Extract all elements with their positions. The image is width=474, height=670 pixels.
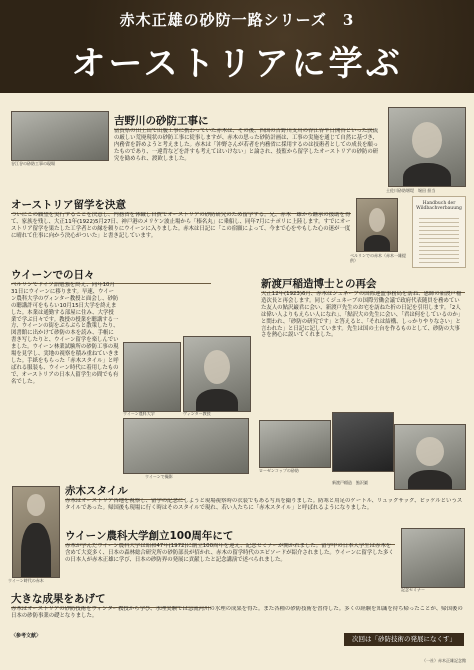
section-text-vienna: ベルリンでドイツ語勉強を終え、同年10月31日にウイーンに移ります。早速、ウイーン農科大学のヴィンター教授と面会し、砂防の聴講許可をもらい10月15日大学を終えました。本業は通勤する部屋に住み、大学授業で学ぶ日々です。教授の授業を聴講する一方、ウイーンの街をぶらぶらと散策したり、図書館に出かけて砂防の本を読み、手帳に書き写したりと、ウイーン留学を楽しんでいました。ウイーン林業試験所の砂防工事の現場を見学し、実地の視察を積み重ねていきました。手紙をもらった「赤木スタイル」と呼ばれる服装も、ウイーン時代に着用したもので、オーストリアの日本人留学生の間でも有名でした。 bbox=[11, 282, 119, 385]
photo-akagi-style bbox=[12, 486, 60, 578]
section-heading-centenary: ウイーン農科大学創立100周年にて bbox=[65, 528, 395, 545]
title-banner bbox=[0, 0, 474, 93]
photo-winter-professor bbox=[183, 336, 251, 412]
caption-akagi-style: ウイーン時代の赤木 bbox=[8, 578, 44, 583]
photo-portrait-mentor bbox=[388, 107, 466, 187]
photo-construction-site bbox=[11, 111, 109, 161]
document-handbook bbox=[412, 196, 466, 268]
section-heading-vienna: ウイーンでの日々 bbox=[11, 267, 211, 284]
caption-seminar: 記念セミナー bbox=[401, 587, 425, 592]
section-heading-akagi-style: 赤木スタイル bbox=[65, 483, 185, 500]
photo-rosenkopf-works bbox=[259, 420, 331, 468]
photo-berlin-akagi bbox=[356, 198, 398, 252]
section-text-centenary: 赤木が学んだウイーン農科大学は昭和47年(1972)に創立100周年を迎え、記念セミナーが開かれました。留学中の日本人学生は赤木を含めて大変多く、日本の森林総合研究所の砂防部長が招かれ、赤木の留学時代のエピソードが紹介されました。ウイーンに留学した多くの日本人が赤木正雄に学び、日本の砂防界の発展に貢献したと記念講演で述べられました。 bbox=[65, 543, 394, 563]
photo-nitobe-group bbox=[332, 412, 394, 472]
section-heading-study: オーストリア留学を決意 bbox=[11, 197, 351, 214]
caption-vienna: ウイーンで撮影 bbox=[145, 474, 173, 479]
document-handbook-title: Handbuch der Wildbachverbauung bbox=[416, 201, 462, 211]
section-heading-results: 大きな成果をあげて bbox=[11, 591, 211, 608]
section-text-nitobe: 大正12年(1923)6月、赤木はジュネーブの国際連盟事務局を訪ね、恩師の新渡戸稲造次長と再会します。同じくジュネーブの国際労働会議で政府代表随員を務めていた友人の鮎沢巌君に会い、新渡戸先生のお宅を訪ねた折の日記を引用します。「2人は偉い人よりもえらい人になれ」、「鮎沢大の先生に会い、「君は何をしているのか」と問われ、「砂防の研究です」と答えると、「それは結構、しっかりやりなさい」と言われた」と日記に記しています。先生は国の土台を作るものとして、砂防の大事さを熱心に説いてくれました。 bbox=[261, 291, 464, 339]
credit: （一社）赤木正雄記念館 bbox=[422, 658, 466, 663]
photo-vienna-landscape bbox=[123, 418, 249, 474]
section-text-results: 赤木はオーストリアの砂防技術をヴィンター教授から学び、水理実験では急流河川の水理の成果を得た。また各種の砂防技術を習得した。多くの経験を知識を持ち帰ったことが、帰国後の日本の砂防事業の礎となりました。 bbox=[11, 606, 463, 619]
section-heading-yoshino: 吉野川の砂防工事に bbox=[114, 113, 374, 130]
photo-university-building bbox=[123, 342, 181, 412]
section-text-akagi-style: 赤木はオーストリア各地を視察し、留学の記念にしようと現場視察時の衣装でもある写真を撮りました。防寒と用足のゲートル、リュックサック、ピッケルというスタイルであった。帰国後も現場に行く時はそのスタイルで現れ、若い人たちに「赤木スタイル」と呼ばれるようになりました。 bbox=[65, 498, 463, 511]
caption-nitobe: 新渡戸稲造 鮎沢巌 bbox=[332, 480, 368, 485]
next-episode-banner: 次回は「砂防技術の発展になくす」 bbox=[344, 633, 464, 646]
caption-berlin: ベルリンでの赤木（赤木一雄提供） bbox=[350, 253, 406, 263]
caption-rosenkopf: ローゼンコップの砂防 bbox=[259, 468, 299, 473]
photo-seminar bbox=[401, 528, 465, 588]
section-text-yoshino: 富賀県の田上山で山腹工事に携わっていた赤木は、その後、四国の吉野川支川の谷江谷や日開谷といった渓流の厳しい荒廃現状の砂防工事に従事しますが、赤木の思った砂防計画は、工事の実施を通じて自然に基づき、内務省を辞めようと考えました。赤木は「沖野さんが若者を内務省に採用するのは技術者としての成長を願ったものであり、一違背などを許すも考えてはいけない」と論され、技監から留学したオーストリアの砂防の研究を勧められ、渡欧しました。 bbox=[114, 128, 379, 162]
caption-professor: ヴィンター教授 bbox=[183, 411, 211, 416]
caption-university: ウイーン農科大学 bbox=[123, 411, 155, 416]
caption-construction-site: 谷江谷の砂防工事の現場 bbox=[11, 161, 55, 166]
caption-mentor: 土佐川砂防堰堤 堀田 担当 bbox=[386, 188, 436, 193]
section-text-study: ついにこの願望を実行することを決意し、内務省を休職し自費でオーストリアの砂防研究のため留学する。兄、赤木一雄から継承の援助を得て、家族を残し、大正11年(1922)5月27日、神戸港のメリケン波止場から「榛名丸」に乗船し、同年7月にナポリに上陸します。すでにオーストリア留学を果たした工学者との縁を頼りにウイーンに入りました。赤木は日記に「この宿願によって、今まで心をやもした心の迷が一度に晴れて仕事に向かう決心がついた」と書き記しています。 bbox=[11, 212, 351, 239]
references-label: 〈参考文献〉 bbox=[11, 633, 42, 639]
section-heading-nitobe: 新渡戸稲造博士との再会 bbox=[261, 276, 465, 293]
series-title: 赤木正雄の砂防一路シリーズ 3 bbox=[119, 11, 355, 29]
main-title: オーストリアに学ぶ bbox=[71, 44, 403, 84]
